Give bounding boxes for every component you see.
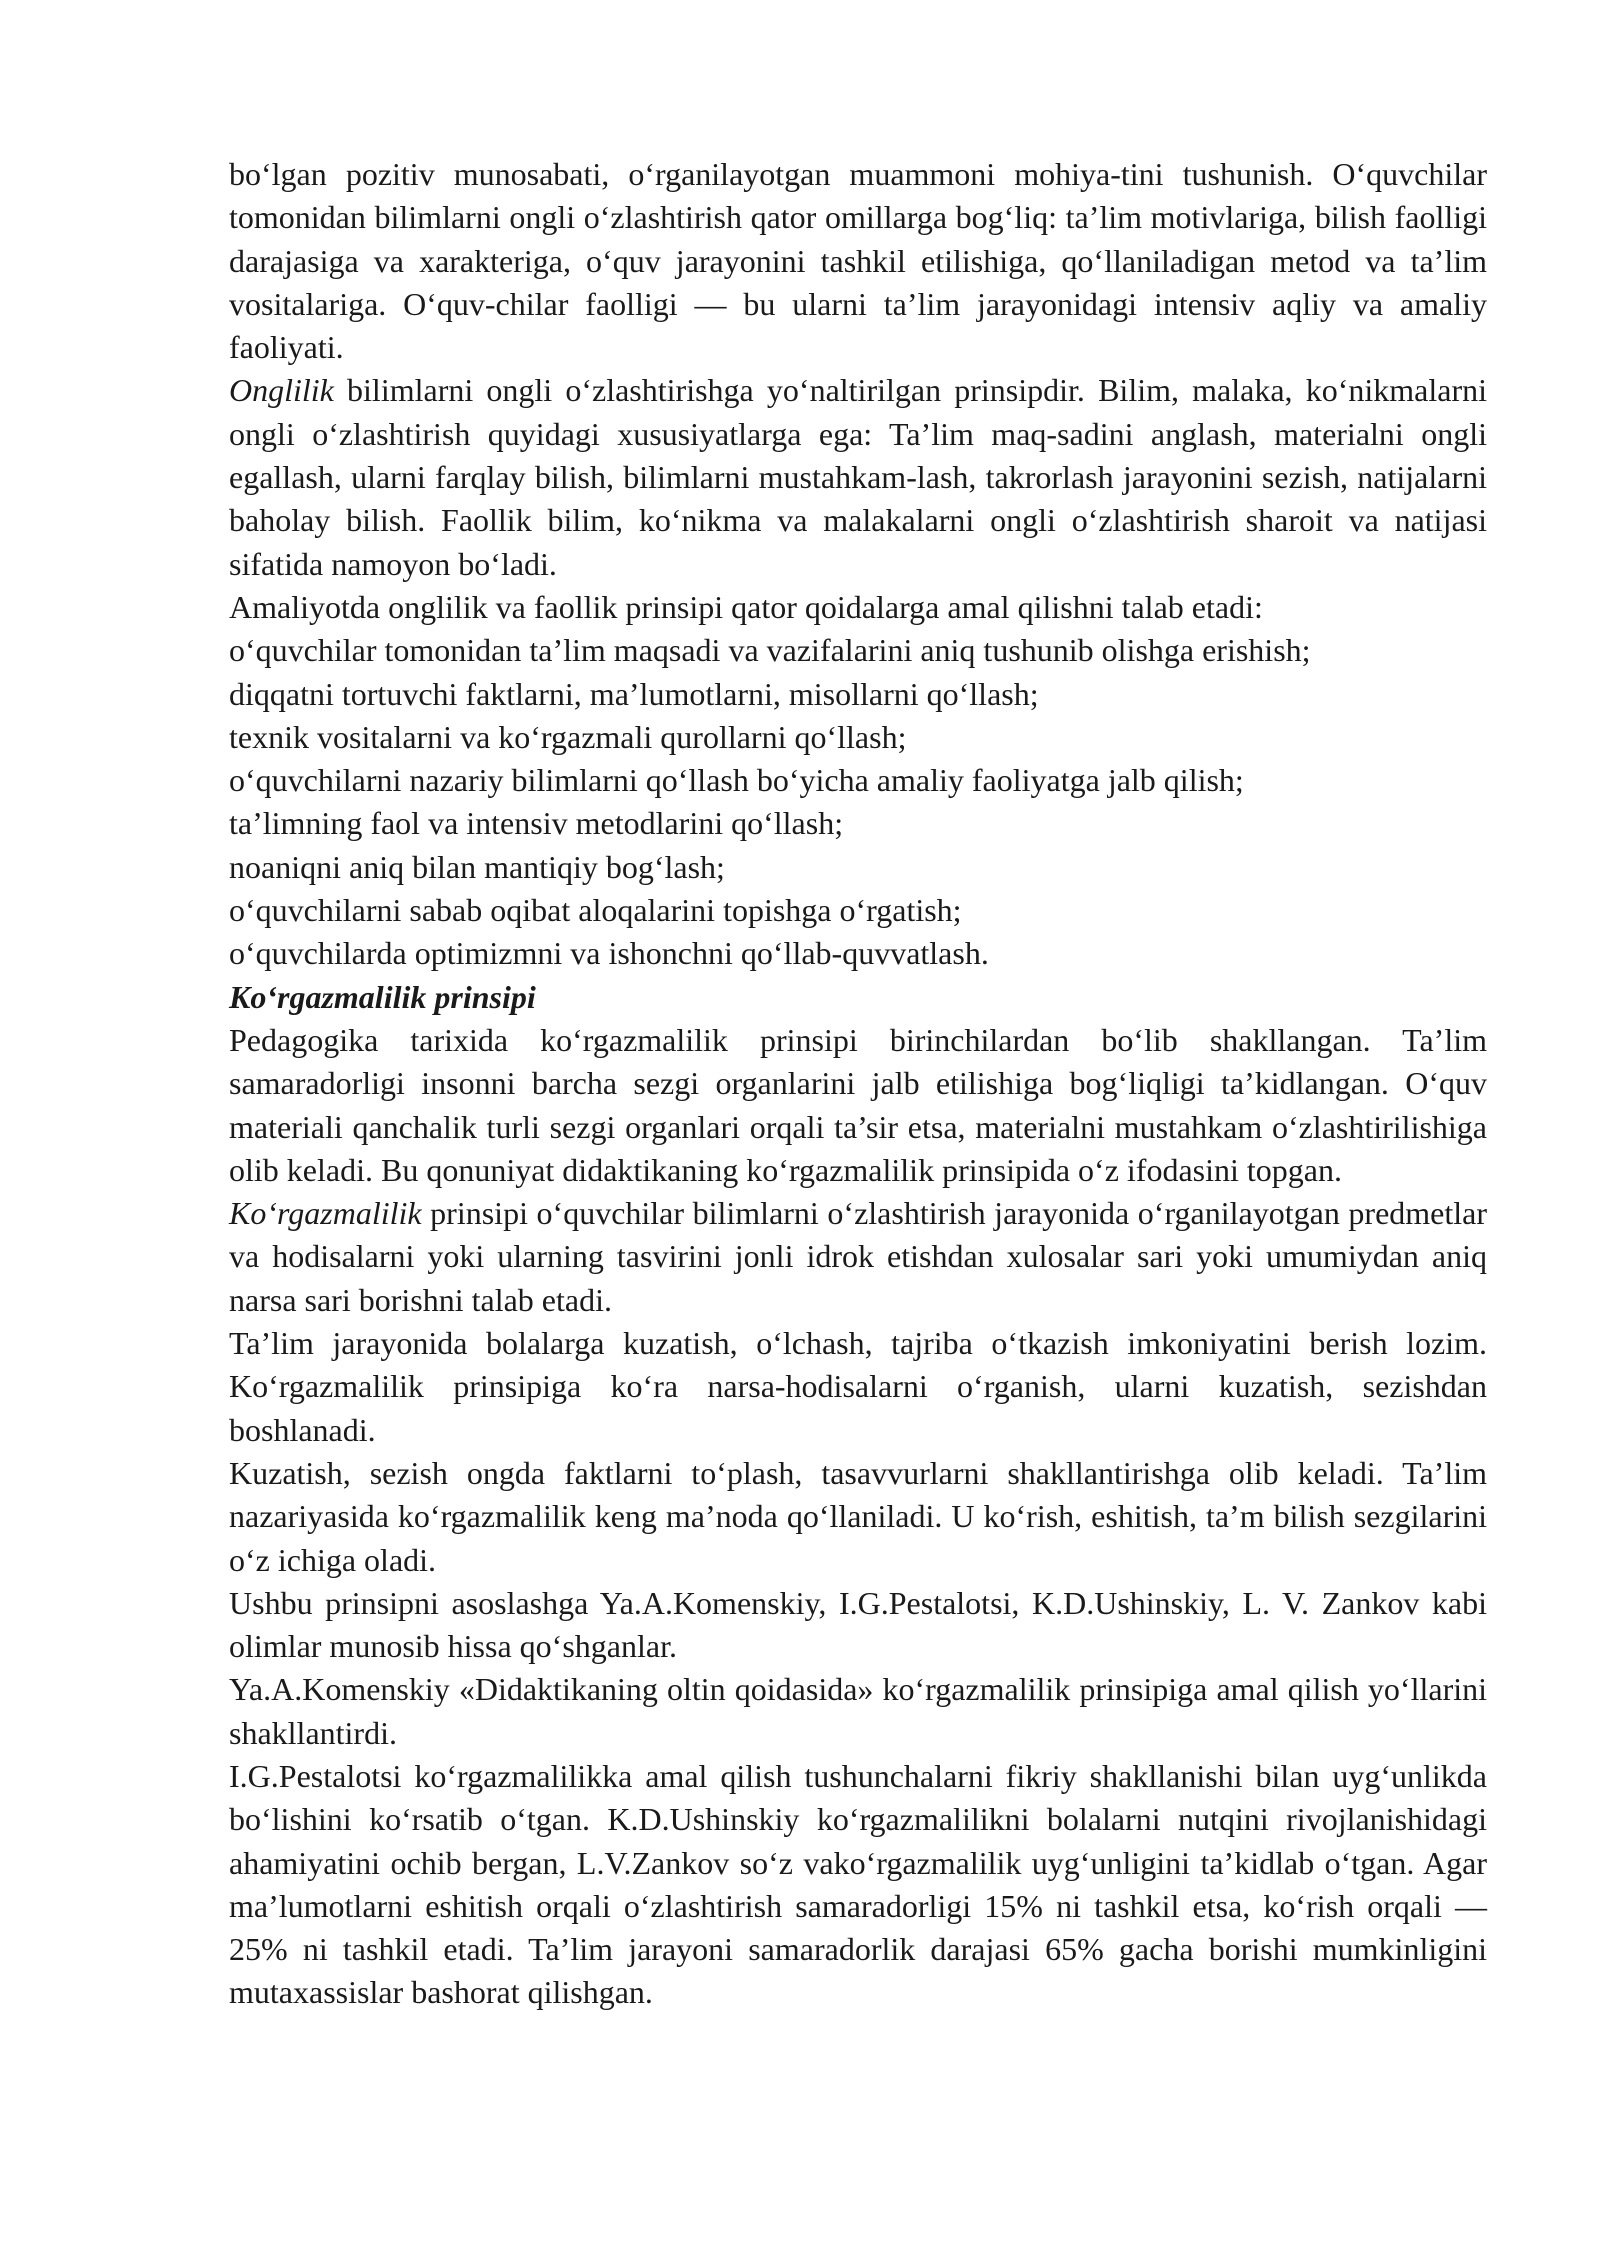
paragraph-pedagogika: Pedagogika tarixida ko‘rgazmalilik prinsipi birinchilardan bo‘lib shakllangan. Ta’lim samaradorligi insonni barcha sezgi organlarini jalb etilishiga bog‘liqligi ta’kidlangan. O‘quv materiali qanchalik turli sezgi organlari orqali ta’sir etsa, materialni mustahkam o‘zlashtirilishiga olib keladi. Bu qonuniyat didaktikaning ko‘rgazmalilik prinsipida o‘z ifodasini topgan.: [229, 1021, 1487, 1188]
rule-item: diqqatni tortuvchi faktlarni, ma’lumotlarni, misollarni qo‘llash;: [229, 675, 1039, 712]
paragraph-1: bo‘lgan pozitiv munosabati, o‘rganilayotgan muammoni mohiya-tini tushunish. O‘quvchilar tomonidan bilimlarni ongli o‘zlashtirish qator omillarga bog‘liq: ta’lim motivlariga, bilish faolligi darajasiga va xarakteriga, o‘quv jarayonini tashkil etilishiga, qo‘llaniladigan metod va ta’lim vositalariga. O‘quv-chilar faolligi — bu ularni ta’lim jarayonidagi intensiv aqliy va amaliy faoliyati.: [229, 156, 1487, 366]
rule-item: texnik vositalarni va ko‘rgazmali qurollarni qo‘llash;: [229, 718, 907, 755]
rule-item: noaniqni aniq bilan mantiqiy bog‘lash;: [229, 848, 725, 885]
section-heading: Ko‘rgazmalilik prinsipi: [229, 978, 536, 1015]
paragraph-korgazmalilik-text: prinsipi o‘quvchilar bilimlarni o‘zlashtirish jarayonida o‘rganilayotgan predmetlar va hodisalarni yoki ularning tasvirini jonli idrok etishdan xulosalar sari yoki umumiydan aniq narsa sari borishni talab etadi.: [229, 1195, 1487, 1318]
rule-item: o‘quvchilarni nazariy bilimlarni qo‘llash bo‘yicha amaliy faoliyatga jalb qilish;: [229, 762, 1244, 799]
rule-item: o‘quvchilarni sabab oqibat aloqalarini topishga o‘rgatish;: [229, 892, 962, 929]
rule-item: ta’limning faol va intensiv metodlarini qo‘llash;: [229, 805, 844, 842]
document-page: [229, 153, 1487, 2015]
paragraph-onglilik-text: bilimlarni ongli o‘zlashtirishga yo‘naltirilgan prinsipdir. Bilim, malaka, ko‘nikmalarni ongli o‘zlashtirish quyidagi xususiyatlarga ega: Ta’lim maq-sadini anglash, materialni ongli egallash, ularni farqlay bilish, bilimlarni mustahkam-lash, takrorlash jarayonini sezish, natijalarni baholay bilish. Faollik bilim, ko‘nikma va malakalarni ongli o‘zlashtirish sharoit va natijasi sifatida namoyon bo‘ladi.: [229, 372, 1487, 582]
paragraph-onglilik: [229, 369, 1487, 585]
term-onglilik: Onglilik: [229, 372, 334, 409]
term-korgazmalilik: Ko‘rgazmalilik: [229, 1195, 422, 1232]
rule-item: o‘quvchilarda optimizmni va ishonchni qo‘llab-quvvatlash.: [229, 935, 989, 972]
paragraph-ushbu-prinsip: Ushbu prinsipni asoslashga Ya.A.Komenskiy, I.G.Pestalotsi, K.D.Ushinskiy, L. V. Zankov kabi olimlar munosib hissa qo‘shganlar.: [229, 1584, 1487, 1665]
paragraph-talim-jarayonida: Ta’lim jarayonida bolalarga kuzatish, o‘lchash, tajriba o‘tkazish imkoniyatini berish lozim. Ko‘rgazmalilik prinsipiga ko‘ra narsa-hodisalarni o‘rganish, ularni kuzatish, sezishdan boshlanadi.: [229, 1325, 1487, 1448]
paragraph-rules-intro: Amaliyotda onglilik va faollik prinsipi qator qoidalarga amal qilishni talab etadi:: [229, 588, 1263, 625]
paragraph-pestalotsi: I.G.Pestalotsi ko‘rgazmalilikka amal qilish tushunchalarni fikriy shakllanishi bilan uyg‘unlikda bo‘lishini ko‘rsatib o‘tgan. K.D.Ushinskiy ko‘rgazmalilikni bolalarni nutqini rivojlanishidagi ahamiyatini ochib bergan, L.V.Zankov so‘z vako‘rgazmalilik uyg‘unligini ta’kidlab o‘tgan. Agar ma’lumotlarni eshitish orqali o‘zlashtirish samaradorligi 15% ni tashkil etsa, ko‘rish orqali — 25% ni tashkil etadi. Ta’lim jarayoni samaradorlik darajasi 65% gacha borishi mumkinligini mutaxassislar bashorat qilishgan.: [229, 1757, 1487, 2011]
paragraph-komenskiy: Ya.A.Komenskiy «Didaktikaning oltin qoidasida» ko‘rgazmalilik prinsipiga amal qilish yo‘llarini shakllantirdi.: [229, 1671, 1487, 1751]
rule-item: o‘quvchilar tomonidan ta’lim maqsadi va vazifalarini aniq tushunib olishga erishish;: [229, 632, 1311, 669]
paragraph-korgazmalilik: [229, 1192, 1487, 1322]
paragraph-kuzatish: Kuzatish, sezish ongda faktlarni to‘plash, tasavvurlarni shakllantirishga olib keladi. Ta’lim nazariyasida ko‘rgazmalilik keng ma’noda qo‘llaniladi. U ko‘rish, eshitish, ta’m bilish sezgilarini o‘z ichiga oladi.: [229, 1454, 1487, 1578]
